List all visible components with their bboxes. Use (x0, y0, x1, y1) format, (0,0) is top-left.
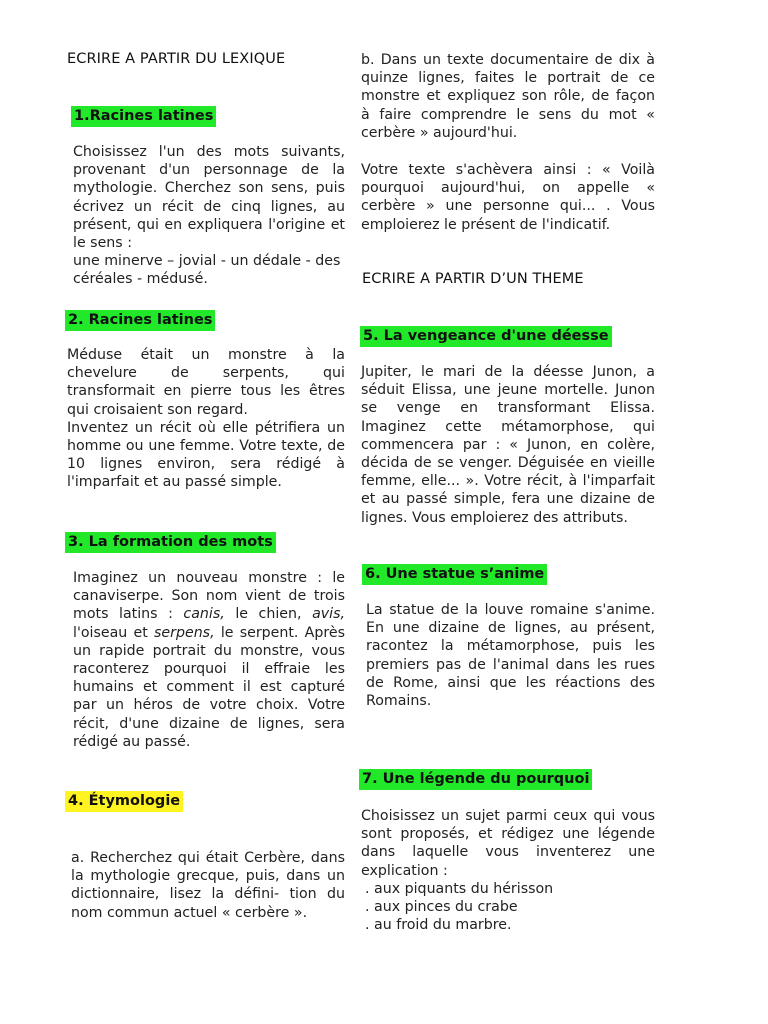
paragraph-6: La statue de la louve romaine s'anime. En une dizaine de lignes, au présent, racontez la métamorphose, puis les premiers pas de l'animal dans les rues de Rome, ainsi que les réactions des Romains. (366, 602, 655, 710)
heading-statue-anime: 6. Une statue s’anime (362, 563, 656, 585)
paragraph-2: Méduse était un monstre à la chevelure de serpents, qui transformait en pierre tous les êtres qui croisaient son regard. Inventez un récit où elle pétrifiera un homme ou une femme. Votre texte, de 10 lignes environ, sera rédigé à l'imparfait et au passé simple. (67, 347, 345, 491)
paragraph-4b-end: Votre texte s'achèvera ainsi : « Voilà pourquoi aujourd'hui, on appelle « cerbère » une personne qui... . Vous emploierez le présent de l'indicatif. (361, 162, 655, 233)
paragraph-7: Choisissez un sujet parmi ceux qui vous sont proposés, et rédigez une légende dans laquelle vous inventerez une explication : . aux piquants du hérisson . aux pinces du crabe . au froid du marbre. (361, 808, 655, 934)
paragraph-3: Imaginez un nouveau monstre : le canaviserpe. Son nom vient de trois mots latins : canis, le chien, avis, l'oiseau et serpens, le serpent. Après un rapide portrait du monstre, vous raconterez pourquoi il effraie les humains et comment il est capturé par un héros de votre choix. Votre récit, d'une dizaine de lignes, sera rédigé au passé. (73, 570, 346, 750)
heading-etymologie: 4. Étymologie (65, 790, 343, 812)
heading-vengeance-deesse: 5. La vengeance d'une déesse (360, 325, 654, 347)
list-item: . aux pinces du crabe (365, 899, 518, 916)
list-item: . au froid du marbre. (365, 917, 512, 934)
section-title-lexique: ECRIRE A PARTIR DU LEXIQUE (67, 51, 286, 67)
heading-legende-pourquoi: 7. Une légende du pourquoi (359, 768, 653, 790)
paragraph-4a: a. Recherchez qui était Cerbère, dans la mythologie grecque, puis, dans un dictionnaire, lisez la défini- tion du nom commun actuel « cerbère ». (71, 850, 345, 921)
heading-racines-latines-1: 1.Racines latines (71, 105, 349, 127)
heading-racines-latines-2: 2. Racines latines (65, 309, 343, 331)
heading-formation-des-mots: 3. La formation des mots (65, 531, 343, 553)
paragraph-5: Jupiter, le mari de la déesse Junon, a séduit Elissa, une jeune mortelle. Junon se venge en transformant Elissa. Imaginez cette métamorphose, qui commencera par : « Junon, en colère, décida de se venger. Déguisée en vieille femme, elle... ». Votre récit, à l'imparfait et au passé simple, fera une dizaine de lignes. Vous emploierez des attributs. (361, 364, 655, 526)
section-title-theme: ECRIRE A PARTIR D’UN THEME (362, 271, 584, 287)
list-item: . aux piquants du hérisson (365, 880, 554, 897)
paragraph-4b: b. Dans un texte documentaire de dix à quinze lignes, faites le portrait de ce monstre et expliquez son rôle, de façon à faire comprendre le sens du mot « cerbère » aujourd'hui. (361, 52, 655, 141)
paragraph-1: Choisissez l'un des mots suivants, provenant d'un personnage de la mythologie. Cherchez son sens, puis écrivez un récit de cinq lignes, au présent, qui en expliquera l'origine et le sens : une minerve – jovial - un dédale - des céréales - médusé. (73, 144, 345, 288)
